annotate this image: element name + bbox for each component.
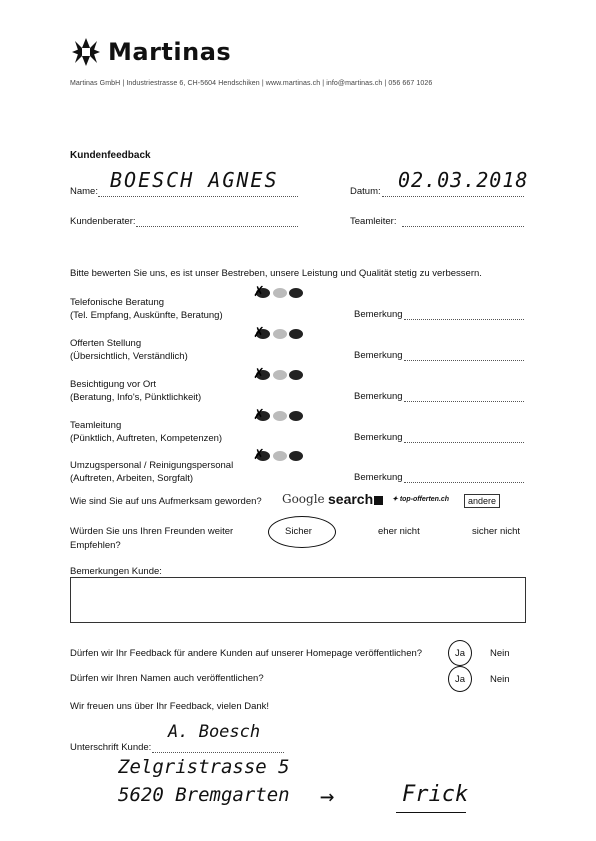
homepage-question: Dürfen wir Ihr Feedback für andere Kunden auf unserer Homepage veröffentlichen?: [70, 648, 423, 659]
smiley-bad-icon[interactable]: [289, 411, 303, 421]
bemerkung-label: Bemerkung: [354, 432, 403, 443]
category-detail: (Auftreten, Arbeiten, Sorgfalt): [70, 473, 194, 484]
form-title: Kundenfeedback: [70, 150, 151, 161]
smiley-good-icon[interactable]: ✗: [256, 451, 270, 461]
option-sicher[interactable]: Sicher: [285, 526, 312, 537]
bemerkung-field[interactable]: [404, 472, 524, 483]
category-title: Telefonische Beratung: [70, 297, 165, 308]
intro-text: Bitte bewerten Sie uns, es ist unser Bestreben, unsere Leistung und Qualität stetig zu verbessern.: [70, 268, 482, 279]
category-title: Umzugspersonal / Reinigungspersonal: [70, 460, 234, 471]
name-handwritten: BOESCH AGNES: [110, 168, 279, 192]
datum-label: Datum:: [350, 186, 381, 197]
teamleiter-label: Teamleiter:: [350, 216, 397, 227]
bemerkung-label: Bemerkung: [354, 472, 403, 483]
rating-smileys[interactable]: [253, 283, 303, 301]
smiley-neutral-icon[interactable]: [273, 288, 287, 298]
category-title: Offerten Stellung: [70, 338, 142, 349]
berater-label: Kundenberater:: [70, 216, 136, 227]
homepage-ja[interactable]: Ja: [455, 648, 466, 659]
teamleiter-field[interactable]: [402, 216, 524, 227]
homepage-nein[interactable]: Nein: [490, 648, 510, 659]
source-andere[interactable]: andere: [464, 494, 500, 508]
source-top-offerten[interactable]: ✦ top-offerten.ch: [392, 496, 450, 503]
bemerkungen-kunde-label: Bemerkungen Kunde:: [70, 566, 162, 577]
aufmerksam-label: Wie sind Sie auf uns Aufmerksam geworden?: [70, 496, 262, 507]
smiley-good-icon[interactable]: ✗: [256, 329, 270, 339]
smiley-bad-icon[interactable]: [289, 370, 303, 380]
smiley-good-icon[interactable]: ✗: [256, 370, 270, 380]
smiley-neutral-icon[interactable]: [273, 329, 287, 339]
category-detail: (Pünktlich, Auftreten, Kompetenzen): [70, 433, 223, 444]
berater-field[interactable]: [136, 216, 298, 227]
rating-smileys[interactable]: [253, 365, 303, 383]
datum-handwritten: 02.03.2018: [398, 168, 529, 192]
bemerkung-field[interactable]: [404, 391, 524, 402]
signature-label: Unterschrift Kunde:: [70, 742, 152, 753]
bemerkungen-kunde-textarea[interactable]: [70, 577, 526, 623]
signature-handwritten: A. Boesch: [168, 722, 261, 742]
smiley-bad-icon[interactable]: [289, 288, 303, 298]
smiley-neutral-icon[interactable]: [273, 451, 287, 461]
category-title: Besichtigung vor Ort: [70, 379, 157, 390]
category-detail: (Übersichtlich, Verständlich): [70, 351, 188, 362]
source-google[interactable]: Google: [282, 492, 325, 506]
name-label: Name:: [70, 186, 98, 197]
martinas-logo-icon: [70, 36, 102, 68]
rating-smileys[interactable]: [253, 324, 303, 342]
hand-arrow: →: [320, 782, 335, 810]
empfehlen-line1: Würden Sie uns Ihren Freunden weiter: [70, 526, 234, 537]
logo-text: Martinas: [108, 38, 232, 66]
bemerkung-label: Bemerkung: [354, 309, 403, 320]
namen-question: Dürfen wir Ihren Namen auch veröffentlichen?: [70, 673, 264, 684]
bemerkung-label: Bemerkung: [354, 350, 403, 361]
smiley-bad-icon[interactable]: [289, 329, 303, 339]
bemerkung-field[interactable]: [404, 432, 524, 443]
bemerkung-field[interactable]: [404, 309, 524, 320]
smiley-good-icon[interactable]: ✗: [256, 288, 270, 298]
rating-smileys[interactable]: [253, 406, 303, 424]
empfehlen-line2: Empfehlen?: [70, 540, 121, 551]
smiley-neutral-icon[interactable]: [273, 370, 287, 380]
smiley-bad-icon[interactable]: [289, 451, 303, 461]
source-search[interactable]: search: [328, 491, 383, 507]
smiley-neutral-icon[interactable]: [273, 411, 287, 421]
category-detail: (Beratung, Info's, Pünktlichkeit): [70, 392, 202, 403]
hand-address-line1: Zelgristrasse 5: [118, 756, 290, 778]
namen-ja[interactable]: Ja: [455, 674, 466, 685]
category-title: Teamleitung: [70, 420, 122, 431]
namen-nein[interactable]: Nein: [490, 674, 510, 685]
signature-field[interactable]: [152, 742, 284, 753]
company-address: Martinas GmbH | Industriestrasse 6, CH-5604 Hendschiken | www.martinas.ch | info@martinas.ch | 056 667 1026: [70, 80, 433, 87]
hand-address-line2: 5620 Bremgarten: [118, 784, 290, 806]
option-eher-nicht[interactable]: eher nicht: [378, 526, 420, 537]
hand-city: Frick: [402, 782, 469, 807]
bemerkung-field[interactable]: [404, 350, 524, 361]
option-sicher-nicht[interactable]: sicher nicht: [472, 526, 521, 537]
category-detail: (Tel. Empfang, Auskünfte, Beratung): [70, 310, 223, 321]
thanks-text: Wir freuen uns über Ihr Feedback, vielen Dank!: [70, 701, 270, 712]
rating-smileys[interactable]: [253, 446, 303, 464]
smiley-good-icon[interactable]: ✗: [256, 411, 270, 421]
hand-city-underline: [396, 812, 466, 813]
search-ch-icon: [374, 496, 383, 505]
bemerkung-label: Bemerkung: [354, 391, 403, 402]
